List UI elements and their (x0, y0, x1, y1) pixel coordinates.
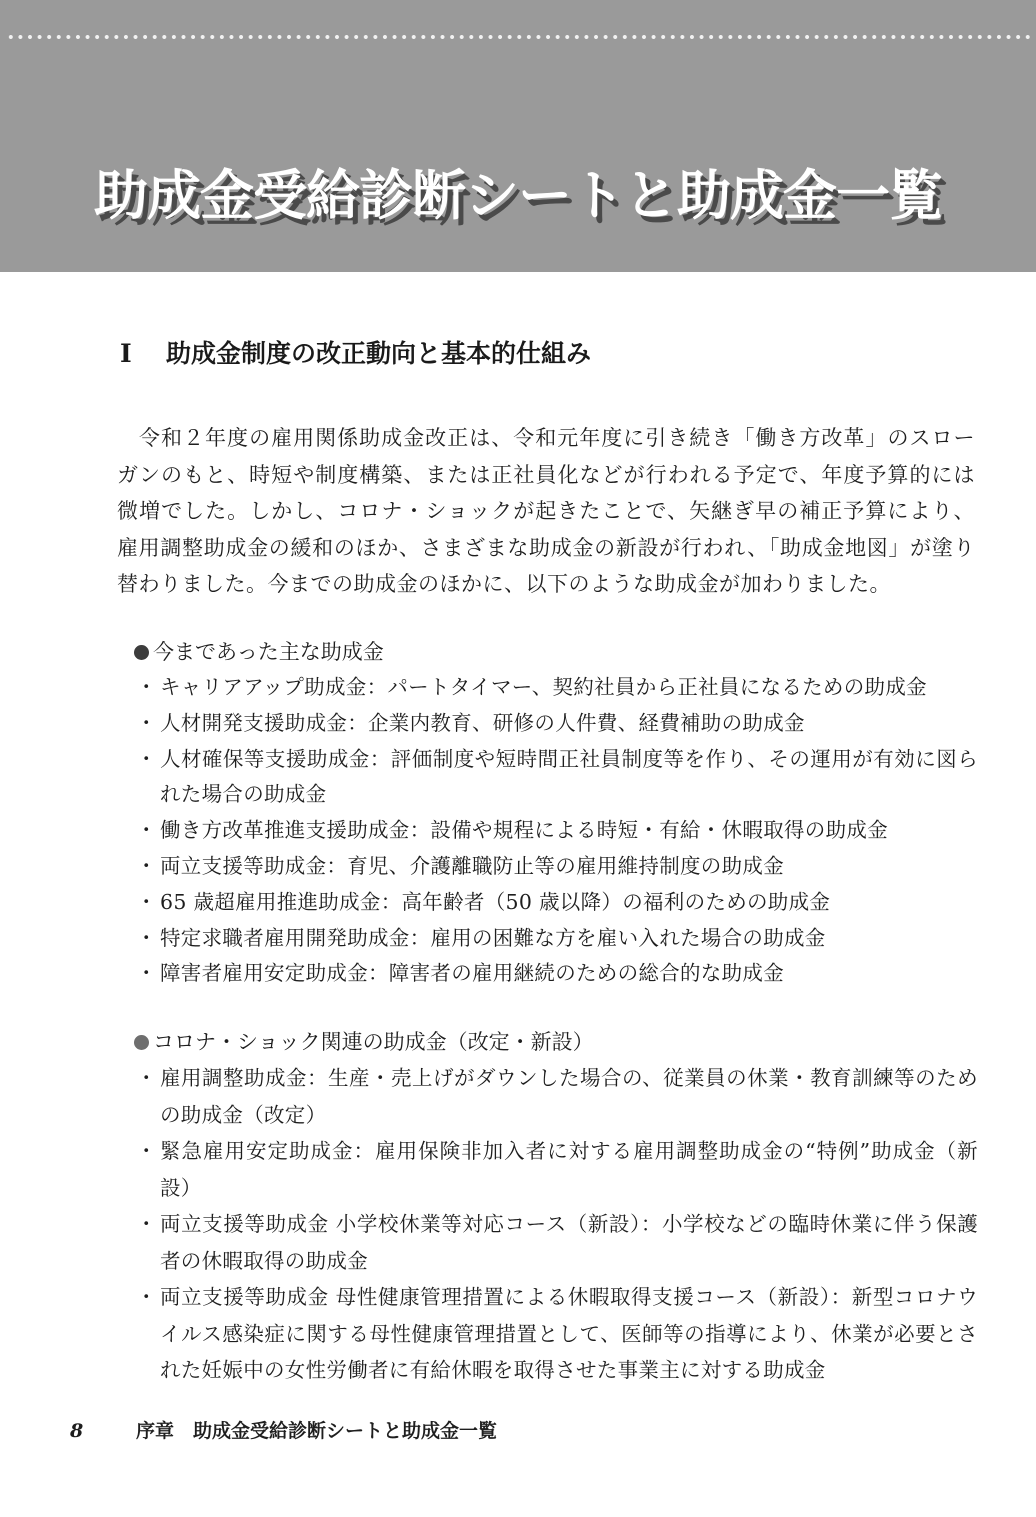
list-item: ・ 人材開発支援助成金：企業内教育、研修の人件費、経費補助の助成金 (134, 706, 978, 742)
section-heading (120, 336, 591, 372)
group-title (134, 634, 978, 670)
list-item: ・ 両立支援等助成金：育児、介護離職防止等の雇用維持制度の助成金 (134, 849, 978, 885)
list-item: ・ 65 歳超雇用推進助成金：高年齢者（50 歳以降）の福利のための助成金 (134, 885, 978, 921)
bullet-dot-icon (134, 645, 149, 660)
section-number: I (120, 339, 132, 368)
list-item: ・ 働き方改革推進支援助成金：設備や規程による時短・有給・休暇取得の助成金 (134, 813, 978, 849)
running-title: 序章 助成金受給診断シートと助成金一覧 (136, 1420, 498, 1442)
list-item: ・ キャリアアップ助成金：パートタイマー、契約社員から正社員になるための助成金 (134, 670, 978, 706)
corona-grants-group (134, 1024, 978, 1389)
list-item: ・ 障害者雇用安定助成金：障害者の雇用継続のための総合的な助成金 (134, 956, 978, 992)
list-item: ・ 両立支援等助成金 母性健康管理措置による休暇取得支援コース（新設）：新型コロナウイルス感染症に関する母性健康管理措置として、医師等の指導により、休業が必要とされた妊娠中の女性労働者に有給休暇を取得させた事業主に対する助成金 (134, 1279, 978, 1389)
list-item: ・ 緊急雇用安定助成金：雇用保険非加入者に対する雇用調整助成金の“特例”助成金（新設） (134, 1133, 978, 1206)
intro-paragraph: 令和２年度の雇用関係助成金改正は、令和元年度に引き続き「働き方改革」のスローガンのもと、時短や制度構築、または正社員化などが行われる予定で、年度予算的には微増でした。しかし、コロナ・ショックが起きたことで、矢継ぎ早の補正予算により、雇用調整助成金の緩和のほか、さまざまな助成金の新設が行われ、「助成金地図」が塗り替わりました。今までの助成金のほかに、以下のような助成金が加わりました。 (117, 426, 975, 596)
group-title-text: コロナ・ショック関連の助成金（改定・新設） (153, 1030, 594, 1054)
grant-list (134, 670, 978, 992)
dotted-rule (6, 34, 1030, 40)
grant-list (134, 1060, 978, 1389)
group-title-text: 今まであった主な助成金 (153, 640, 384, 664)
existing-grants-group (134, 634, 978, 992)
list-item: ・ 両立支援等助成金 小学校休業等対応コース（新設）：小学校などの臨時休業に伴う保護者の休暇取得の助成金 (134, 1206, 978, 1279)
list-item: ・ 特定求職者雇用開発助成金：雇用の困難な方を雇い入れた場合の助成金 (134, 921, 978, 957)
page-footer (70, 1416, 497, 1446)
chapter-banner (0, 0, 1036, 272)
bullet-dot-icon (134, 1035, 149, 1050)
list-item: ・ 人材確保等支援助成金：評価制度や短時間正社員制度等を作り、その運用が有効に図られた場合の助成金 (134, 742, 978, 814)
page-number: 8 (70, 1420, 84, 1442)
chapter-title: 助成金受給診断シートと助成金一覧 (94, 164, 942, 227)
group-title (134, 1024, 978, 1060)
list-item: ・ 雇用調整助成金：生産・売上げがダウンした場合の、従業員の休業・教育訓練等のための助成金（改定） (134, 1060, 978, 1133)
section-heading-text: 助成金制度の改正動向と基本的仕組み (166, 339, 592, 368)
